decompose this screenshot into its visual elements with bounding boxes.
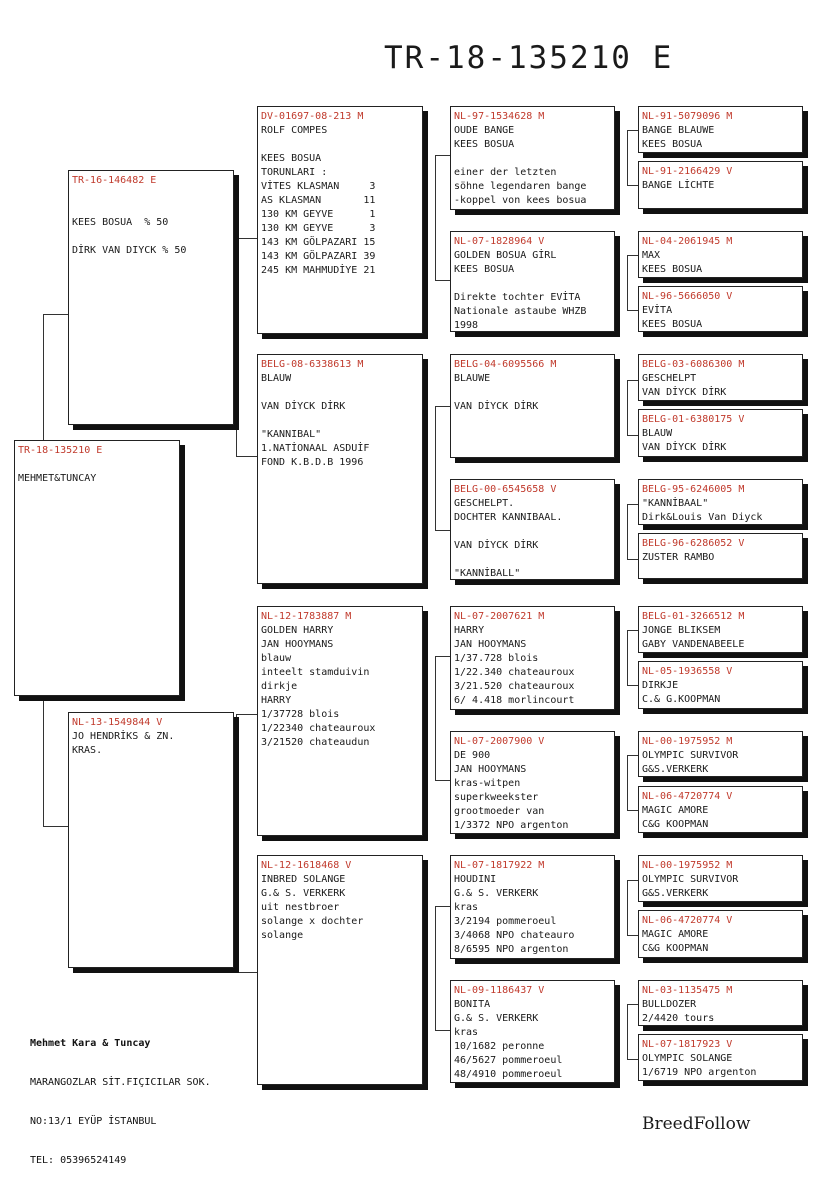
pigeon-info-line: JO HENDRİKS & ZN. [72,731,175,742]
pigeon-info-line: DOCHTER KANNIBAAL. [454,512,563,523]
ring-number: BELG-00-6545658 V [454,484,557,495]
ring-number: NL-07-1828964 V [454,236,545,247]
owner-address-1: MARANGOZLAR SİT.FIÇICILAR SOK. [30,1077,211,1088]
pigeon-info-line: 10/1682 peronne [454,1041,545,1052]
pigeon-info-line: KEES BOSUA [642,264,703,275]
connector [236,714,237,972]
pigeon-info-line: 245 KM MAHMUDİYE 21 [261,265,376,276]
ring-number: TR-16-146482 E [72,175,157,186]
pigeon-info-line: BLAUWE [454,373,491,384]
connector [435,155,436,280]
connector [627,380,628,435]
pigeon-info-line [454,152,611,166]
connector [435,530,451,531]
pigeon-info-line: TORUNLARI : [261,167,328,178]
pigeon-info-line: KEES BOSUA [642,139,703,150]
pigeon-info-line: 143 KM GÖLPAZARI 39 [261,251,376,262]
pigeon-info-line: KEES BOSUA [454,139,515,150]
pigeon-info-line [454,525,611,539]
pigeon-info-line: -koppel von kees bosua [454,195,587,206]
pigeon-info-line: 8/6595 NPO argenton [454,944,569,955]
owner-name: Mehmet Kara & Tuncay [30,1038,151,1049]
pigeon-info-line: HARRY [261,695,292,706]
pigeon-info-line: BLAUW [642,428,673,439]
pigeon-info-line: BONITA [454,999,491,1010]
connector [43,314,69,315]
connector [627,1004,628,1059]
ring-number: NL-96-5666050 V [642,291,733,302]
pigeon-info-line: C&G KOOPMAN [642,819,709,830]
ring-number: NL-12-1783887 M [261,611,352,622]
pigeon-info-line: 46/5627 pommeroeul [454,1055,563,1066]
pigeon-info-line: DE 900 [454,750,491,761]
pigeon-info-line: 130 KM GEYVE 1 [261,209,376,220]
ring-number: NL-07-2007900 V [454,736,545,747]
pigeon-card-g4-1[interactable] [638,106,803,153]
pigeon-info-line: VAN DİYCK DİRK [642,442,727,453]
connector [435,780,451,781]
pigeon-info-line: C&G KOOPMAN [642,943,709,954]
ring-number: NL-04-2061945 M [642,236,733,247]
pigeon-card-g4-4[interactable] [638,286,803,332]
pigeon-info-line [261,414,419,428]
connector [627,130,628,185]
pigeon-info-line: KEES BOSUA % 50 [72,217,169,228]
pigeon-card-dam[interactable] [68,712,234,968]
pigeon-info-line: dirkje [261,681,298,692]
pigeon-info-line: HOUDINI [454,874,497,885]
pigeon-info-line: 3/4068 NPO chateauro [454,930,575,941]
ring-number: BELG-04-6095566 M [454,359,557,370]
ring-number: NL-05-1936558 V [642,666,733,677]
connector [435,155,451,156]
pigeon-card-ssd[interactable] [450,231,615,332]
pigeon-info-line: 130 KM GEYVE 3 [261,223,376,234]
pigeon-info-line: grootmoeder van [454,806,545,817]
pigeon-info-line: GESCHELPT. [454,498,515,509]
ring-number: NL-06-4720774 V [642,791,733,802]
pigeon-info-line: einer der letzten [454,167,557,178]
ring-number: NL-97-1534628 M [454,111,545,122]
ring-number: BELG-95-6246005 M [642,484,745,495]
pigeon-info-line: blauw [261,653,292,664]
connector [435,280,451,281]
connector [435,406,436,530]
pigeon-info-line [261,386,419,400]
pigeon-info-line [454,386,611,400]
pigeon-info-line: BLAUW [261,373,292,384]
pigeon-info-line: Nationale astaube WHZB [454,306,587,317]
ring-number: NL-07-2007621 M [454,611,545,622]
pigeon-card-dam-sire[interactable] [257,606,423,836]
pigeon-info-line: ZUSTER RAMBO [642,552,715,563]
pigeon-info-line: 1/22340 chateauroux [261,723,376,734]
pigeon-info-line: EVİTA [642,305,673,316]
pigeon-info-line: "KANNIBAL" [261,429,322,440]
pigeon-info-line [261,138,419,152]
pigeon-info-line: G&S.VERKERK [642,888,709,899]
pigeon-info-line: OUDE BANGE [454,125,515,136]
ring-number: BELG-01-6380175 V [642,414,745,425]
connector [435,906,436,1030]
pigeon-info-line [454,553,611,567]
connector [236,238,258,239]
pigeon-info-line: Direkte tochter EVİTA [454,292,581,303]
pigeon-info-line: VAN DİYCK DİRK [261,401,346,412]
pigeon-card-dds[interactable] [450,855,615,959]
pigeon-info-line: 2/4420 tours [642,1013,715,1024]
pigeon-card-dsd[interactable] [450,731,615,834]
pigeon-info-line: inteelt stamduivin [261,667,370,678]
pigeon-info-line: MAX [642,250,661,261]
pigeon-info-line: OLYMPIC SOLANGE [642,1053,733,1064]
pigeon-info-line: uit nestbroer [261,902,340,913]
pigeon-card-g4-16[interactable] [638,1034,803,1081]
pigeon-card-g4-11[interactable] [638,731,803,777]
ring-number: NL-07-1817922 M [454,860,545,871]
connector [236,238,237,456]
pigeon-info-line: JAN HOOYMANS [454,764,527,775]
pigeon-card-sdd[interactable] [450,479,615,580]
connector [435,906,451,907]
pigeon-info-line [18,458,176,472]
pigeon-info-line: ROLF COMPES [261,125,328,136]
pigeon-info-line: 1/37728 blois [261,709,340,720]
pigeon-info-line: BANGE LİCHTE [642,180,715,191]
pigeon-info-line: C.& G.KOOPMAN [642,694,721,705]
pigeon-info-line: söhne legendaren bange [454,181,587,192]
pigeon-card-sds[interactable] [450,354,615,458]
pigeon-card-g4-2[interactable] [638,161,803,209]
pigeon-info-line: 1998 [454,320,479,331]
owner-phone: TEL: 05396524149 [30,1155,127,1166]
pigeon-info-line: HARRY [454,625,485,636]
pigeon-card-g4-13[interactable] [638,855,803,902]
pigeon-info-line: BULLDOZER [642,999,697,1010]
pigeon-card-g4-9[interactable] [638,606,803,653]
pigeon-card-g4-3[interactable] [638,231,803,278]
connector [236,714,258,715]
connector [435,1030,451,1031]
pigeon-info-line: JAN HOOYMANS [454,639,527,650]
ring-number: BELG-08-6338613 M [261,359,364,370]
pigeon-info-line: KEES BOSUA [261,153,322,164]
pigeon-info-line: JAN HOOYMANS [261,639,334,650]
connector [627,255,628,310]
pigeon-info-line: KRAS. [72,745,103,756]
pigeon-info-line: solange x dochter [261,916,364,927]
ring-number: NL-91-5079096 M [642,111,733,122]
pigeon-info-line: "KANNİBAAL" [642,498,709,509]
connector [627,755,628,810]
ring-number: NL-00-1975952 M [642,860,733,871]
pigeon-info-line: DİRK VAN DIYCK % 50 [72,245,187,256]
ring-number: NL-03-1135475 M [642,985,733,996]
pigeon-info-line: OLYMPIC SURVIVOR [642,750,739,761]
pigeon-card-g4-10[interactable] [638,661,803,709]
pigeon-info-line [454,277,611,291]
pigeon-info-line: G.& S. VERKERK [454,1013,539,1024]
pigeon-info-line: superkweekster [454,792,539,803]
pigeon-info-line: GOLDEN HARRY [261,625,334,636]
pigeon-card-ddd[interactable] [450,980,615,1083]
pigeon-info-line: "KANNİBALL" [454,568,521,579]
pigeon-info-line: GABY VANDENABEELE [642,639,745,650]
ring-number: NL-13-1549844 V [72,717,163,728]
pigeon-info-line: 48/4910 pommeroeul [454,1069,563,1080]
ring-number: NL-07-1817923 V [642,1039,733,1050]
pigeon-info-line [72,188,230,202]
ring-number: BELG-03-6086300 M [642,359,745,370]
connector [435,656,436,780]
connector [236,456,258,457]
pedigree-title: TR-18-135210 E [384,40,674,76]
pigeon-info-line: 6/ 4.418 morlincourt [454,695,575,706]
ring-number: NL-91-2166429 V [642,166,733,177]
pigeon-card-g4-14[interactable] [638,910,803,958]
ring-number: NL-09-1186437 V [454,985,545,996]
connector [43,696,44,826]
pigeon-card-g4-15[interactable] [638,980,803,1026]
pigeon-card-sss[interactable] [450,106,615,210]
pigeon-info-line: MAGIC AMORE [642,805,709,816]
pigeon-info-line: G.& S. VERKERK [261,888,346,899]
pigeon-info-line [72,230,230,244]
owner-info [30,1011,211,1180]
pigeon-info-line: MAGIC AMORE [642,929,709,940]
ring-number: TR-18-135210 E [18,445,103,456]
pigeon-card-dam-dam[interactable] [257,855,423,1085]
connector [43,314,44,440]
ring-number: NL-06-4720774 V [642,915,733,926]
pigeon-info-line: KEES BOSUA [454,264,515,275]
pigeon-info-line: 1/37.728 blois [454,653,539,664]
pigeon-info-line: 143 KM GÖLPAZARI 15 [261,237,376,248]
pigeon-info-line: JONGE BLIKSEM [642,625,721,636]
pigeon-card-g4-7[interactable] [638,479,803,525]
owner-address-2: NO:13/1 EYÜP İSTANBUL [30,1116,157,1127]
pigeon-card-sire-sire[interactable] [257,106,423,334]
pigeon-info-line: GESCHELPT [642,373,697,384]
pigeon-info-line: DIRKJE [642,680,679,691]
connector [43,826,69,827]
pigeon-info-line: Dirk&Louis Van Diyck [642,512,763,523]
pigeon-info-line: kras-witpen [454,778,521,789]
pigeon-info-line: VİTES KLASMAN 3 [261,181,376,192]
pigeon-card-g4-5[interactable] [638,354,803,401]
pigeon-info-line: AS KLASMAN 11 [261,195,376,206]
ring-number: NL-12-1618468 V [261,860,352,871]
connector [627,504,628,559]
pigeon-info-line: 1/6719 NPO argenton [642,1067,757,1078]
connector [435,406,451,407]
pigeon-card-g4-12[interactable] [638,786,803,833]
pigeon-info-line: VAN DİYCK DİRK [454,401,539,412]
pigeon-info-line: G.& S. VERKERK [454,888,539,899]
brand-logo: BreedFollow [642,1114,751,1134]
pigeon-info-line: GOLDEN BOSUA GİRL [454,250,557,261]
pigeon-info-line: OLYMPIC SURVIVOR [642,874,739,885]
pigeon-info-line: 1/22.340 chateauroux [454,667,575,678]
ring-number: DV-01697-08-213 M [261,111,364,122]
ring-number: NL-00-1975952 M [642,736,733,747]
pigeon-info-line: 3/21520 chateaudun [261,737,370,748]
pigeon-card-g4-6[interactable] [638,409,803,457]
connector [627,630,628,685]
connector [627,880,628,935]
pigeon-info-line: BANGE BLAUWE [642,125,715,136]
pigeon-info-line: solange [261,930,304,941]
pigeon-info-line: INBRED SOLANGE [261,874,346,885]
pigeon-info-line: MEHMET&TUNCAY [18,473,97,484]
pigeon-card-sire[interactable] [68,170,234,425]
pigeon-card-subject[interactable] [14,440,180,696]
pigeon-card-dss[interactable] [450,606,615,710]
ring-number: BELG-96-6286052 V [642,538,745,549]
connector [236,972,258,973]
pigeon-info-line: FOND K.B.D.B 1996 [261,457,364,468]
pigeon-card-sire-dam[interactable] [257,354,423,584]
pigeon-info-line: VAN DİYCK DİRK [454,540,539,551]
pigeon-info-line: 1/3372 NPO argenton [454,820,569,831]
pigeon-info-line: kras [454,902,479,913]
connector [435,656,451,657]
pigeon-info-line: G&S.VERKERK [642,764,709,775]
pigeon-info-line: KEES BOSUA [642,319,703,330]
ring-number: BELG-01-3266512 M [642,611,745,622]
pigeon-info-line [72,202,230,216]
pigeon-info-line: 3/21.520 chateauroux [454,681,575,692]
pigeon-info-line: 3/2194 pommeroeul [454,916,557,927]
pigeon-info-line: kras [454,1027,479,1038]
pigeon-card-g4-8[interactable] [638,533,803,579]
pigeon-info-line: VAN DİYCK DİRK [642,387,727,398]
pigeon-info-line: 1.NATİONAAL ASDUİF [261,443,370,454]
